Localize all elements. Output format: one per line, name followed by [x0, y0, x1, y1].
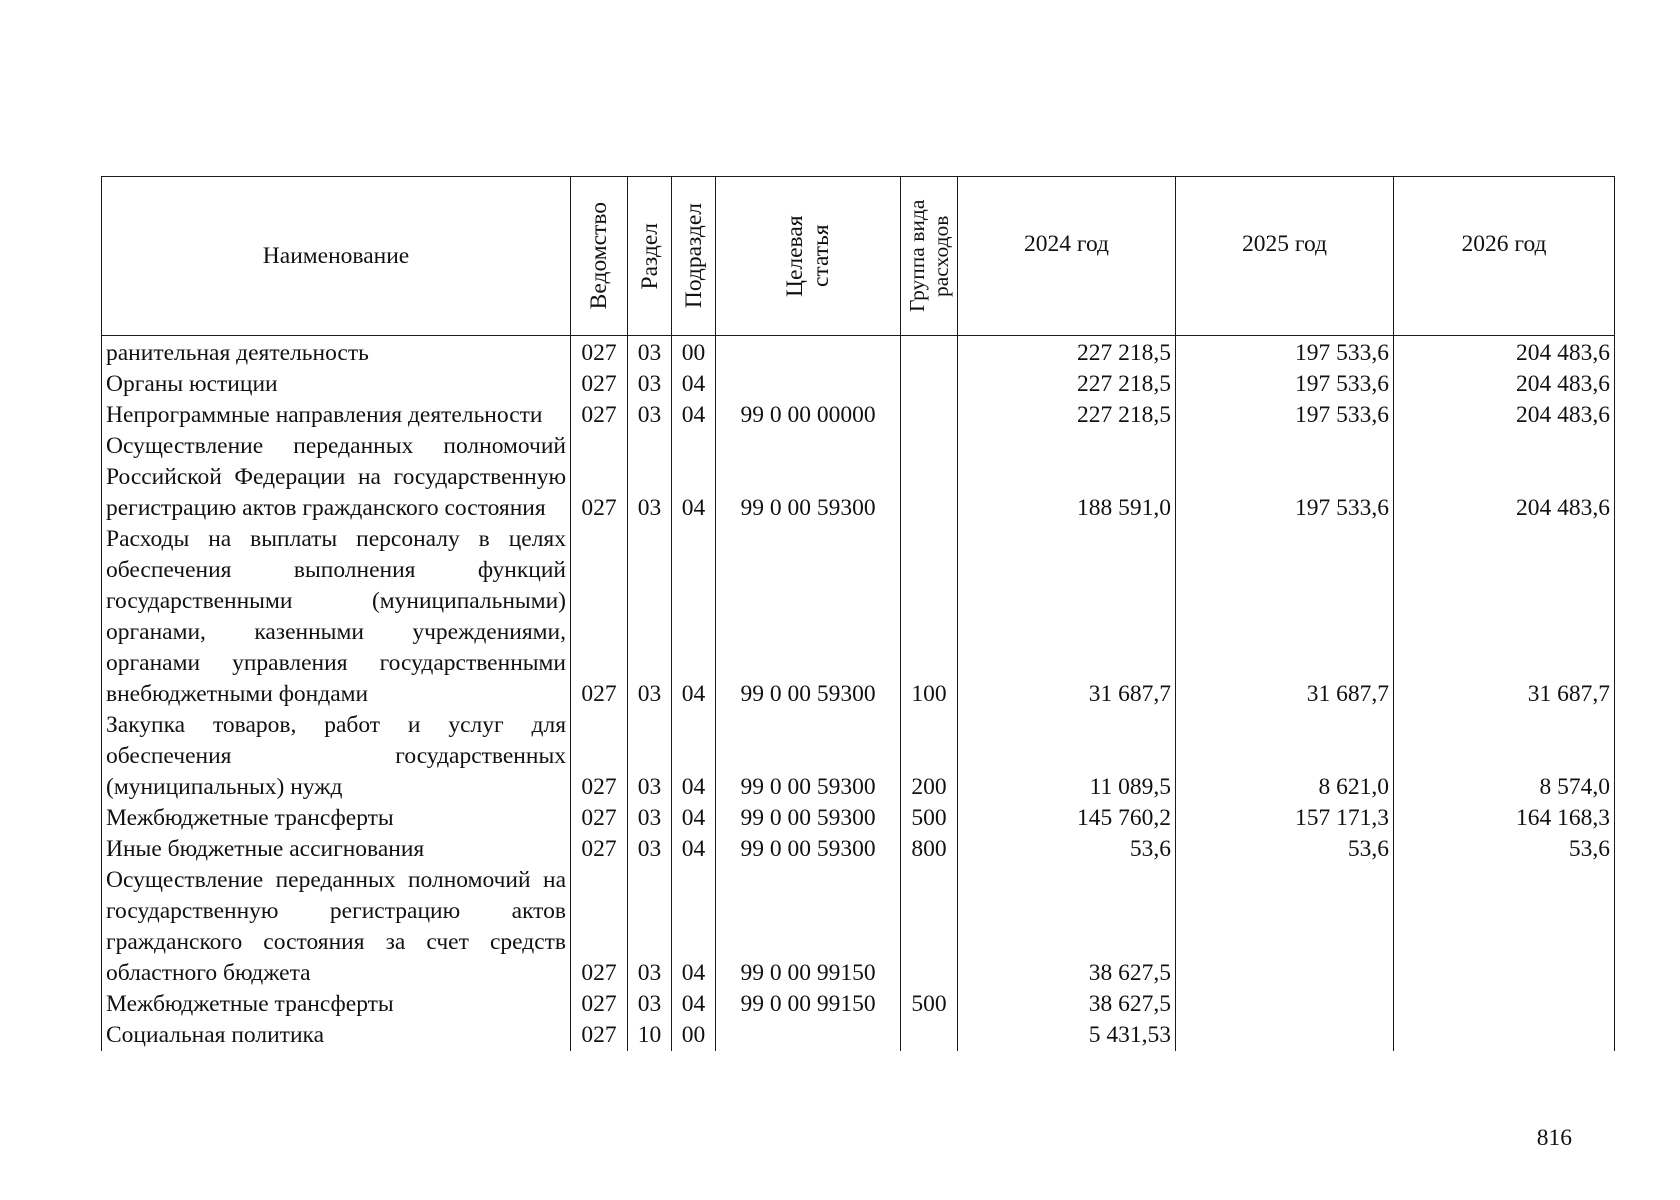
row-2025: [1176, 989, 1394, 1020]
table-row: [102, 803, 1615, 834]
row-razdel: 03: [628, 369, 672, 400]
row-name: Органы юстиции: [102, 369, 571, 400]
row-gruppa: 800: [901, 834, 958, 865]
row-vedomstvo: 027: [571, 336, 628, 370]
row-gruppa: 100: [901, 524, 958, 710]
row-razdel: 03: [628, 834, 672, 865]
row-2024: 227 218,5: [958, 400, 1176, 431]
row-2026: 204 483,6: [1394, 431, 1615, 524]
row-2024: 188 591,0: [958, 431, 1176, 524]
row-gruppa: [901, 1020, 958, 1051]
header-name: Наименование: [102, 177, 571, 336]
row-celevaya: [716, 1020, 901, 1051]
row-vedomstvo: 027: [571, 431, 628, 524]
row-gruppa: 200: [901, 710, 958, 803]
header-2024: 2024 год: [958, 177, 1176, 336]
row-2026: 204 483,6: [1394, 369, 1615, 400]
table-row: [102, 336, 1615, 370]
table-row: [102, 431, 1615, 524]
header-gruppa: Группа вида расходов: [901, 177, 958, 336]
row-2026: 204 483,6: [1394, 400, 1615, 431]
row-vedomstvo: 027: [571, 710, 628, 803]
header-2025: 2025 год: [1176, 177, 1394, 336]
row-podrazdel: 04: [672, 865, 716, 989]
row-podrazdel: 04: [672, 431, 716, 524]
row-razdel: 03: [628, 400, 672, 431]
row-gruppa: 500: [901, 803, 958, 834]
row-razdel: 03: [628, 336, 672, 370]
row-razdel: 03: [628, 431, 672, 524]
row-2024: 145 760,2: [958, 803, 1176, 834]
row-2025: [1176, 1020, 1394, 1051]
row-2025: 197 533,6: [1176, 400, 1394, 431]
table-row: [102, 1020, 1615, 1051]
row-celevaya: 99 0 00 59300: [716, 803, 901, 834]
table-row: [102, 524, 1615, 710]
row-2025: 197 533,6: [1176, 369, 1394, 400]
row-2026: [1394, 865, 1615, 989]
row-2026: 204 483,6: [1394, 336, 1615, 370]
row-2024: 31 687,7: [958, 524, 1176, 710]
header-razdel: Раздел: [628, 177, 672, 336]
row-razdel: 03: [628, 710, 672, 803]
row-2024: 53,6: [958, 834, 1176, 865]
table-row: [102, 710, 1615, 803]
row-podrazdel: 00: [672, 336, 716, 370]
row-gruppa: [901, 336, 958, 370]
row-gruppa: [901, 865, 958, 989]
row-celevaya: 99 0 00 00000: [716, 400, 901, 431]
row-podrazdel: 04: [672, 834, 716, 865]
row-2026: [1394, 1020, 1615, 1051]
row-2025: 31 687,7: [1176, 524, 1394, 710]
row-2026: 31 687,7: [1394, 524, 1615, 710]
row-2024: 227 218,5: [958, 336, 1176, 370]
row-name: Социальная политика: [102, 1020, 571, 1051]
page-number: 816: [1536, 1125, 1572, 1151]
row-celevaya: 99 0 00 59300: [716, 431, 901, 524]
row-name: Осуществление переданных полномочий Российской Федерации на государственную регистрацию актов гражданского состояния: [102, 431, 571, 524]
header-2026: 2026 год: [1394, 177, 1615, 336]
row-2024: 5 431,53: [958, 1020, 1176, 1051]
row-podrazdel: 04: [672, 369, 716, 400]
row-vedomstvo: 027: [571, 803, 628, 834]
row-2026: 164 168,3: [1394, 803, 1615, 834]
row-celevaya: 99 0 00 59300: [716, 524, 901, 710]
row-2024: 11 089,5: [958, 710, 1176, 803]
header-vedomstvo: Ведомство: [571, 177, 628, 336]
row-podrazdel: 04: [672, 989, 716, 1020]
row-razdel: 03: [628, 803, 672, 834]
row-podrazdel: 00: [672, 1020, 716, 1051]
row-vedomstvo: 027: [571, 989, 628, 1020]
table-body: [102, 336, 1615, 1052]
row-vedomstvo: 027: [571, 834, 628, 865]
row-name: Непрограммные направления деятельности: [102, 400, 571, 431]
row-2024: 38 627,5: [958, 865, 1176, 989]
row-name: Межбюджетные трансферты: [102, 803, 571, 834]
row-podrazdel: 04: [672, 710, 716, 803]
row-celevaya: [716, 336, 901, 370]
row-2025: 53,6: [1176, 834, 1394, 865]
row-name: ранительная деятельность: [102, 336, 571, 370]
row-name: Расходы на выплаты персоналу в целях обеспечения выполнения функций государственными (муниципальными) органами, казенными учреждениями, органами управления государственными внебюджетными фондами: [102, 524, 571, 710]
row-razdel: 03: [628, 865, 672, 989]
row-razdel: 10: [628, 1020, 672, 1051]
row-gruppa: [901, 431, 958, 524]
table-row: [102, 400, 1615, 431]
row-razdel: 03: [628, 524, 672, 710]
row-vedomstvo: 027: [571, 524, 628, 710]
row-2024: 38 627,5: [958, 989, 1176, 1020]
row-2025: 197 533,6: [1176, 431, 1394, 524]
header-podrazdel: Подраздел: [672, 177, 716, 336]
row-gruppa: [901, 369, 958, 400]
row-2026: [1394, 989, 1615, 1020]
row-2026: 53,6: [1394, 834, 1615, 865]
row-2025: 197 533,6: [1176, 336, 1394, 370]
row-razdel: 03: [628, 989, 672, 1020]
row-2026: 8 574,0: [1394, 710, 1615, 803]
header-celevaya: Целевая статья: [716, 177, 901, 336]
row-celevaya: 99 0 00 59300: [716, 834, 901, 865]
row-celevaya: [716, 369, 901, 400]
row-podrazdel: 04: [672, 803, 716, 834]
row-2025: [1176, 865, 1394, 989]
row-podrazdel: 04: [672, 400, 716, 431]
row-2025: 157 171,3: [1176, 803, 1394, 834]
table-row: [102, 834, 1615, 865]
table-row: [102, 865, 1615, 989]
row-2024: 227 218,5: [958, 369, 1176, 400]
row-name: Иные бюджетные ассигнования: [102, 834, 571, 865]
row-name: Осуществление переданных полномочий на государственную регистрацию актов гражданского состояния за счет средств областного бюджета: [102, 865, 571, 989]
budget-table: [101, 176, 1615, 1051]
row-celevaya: 99 0 00 59300: [716, 710, 901, 803]
row-vedomstvo: 027: [571, 400, 628, 431]
row-name: Межбюджетные трансферты: [102, 989, 571, 1020]
row-celevaya: 99 0 00 99150: [716, 865, 901, 989]
row-podrazdel: 04: [672, 524, 716, 710]
row-gruppa: 500: [901, 989, 958, 1020]
table-header: [102, 177, 1615, 336]
row-2025: 8 621,0: [1176, 710, 1394, 803]
table-row: [102, 989, 1615, 1020]
row-celevaya: 99 0 00 99150: [716, 989, 901, 1020]
row-gruppa: [901, 400, 958, 431]
table-row: [102, 369, 1615, 400]
row-vedomstvo: 027: [571, 865, 628, 989]
row-vedomstvo: 027: [571, 369, 628, 400]
row-name: Закупка товаров, работ и услуг для обеспечения государственных (муниципальных) нужд: [102, 710, 571, 803]
row-vedomstvo: 027: [571, 1020, 628, 1051]
